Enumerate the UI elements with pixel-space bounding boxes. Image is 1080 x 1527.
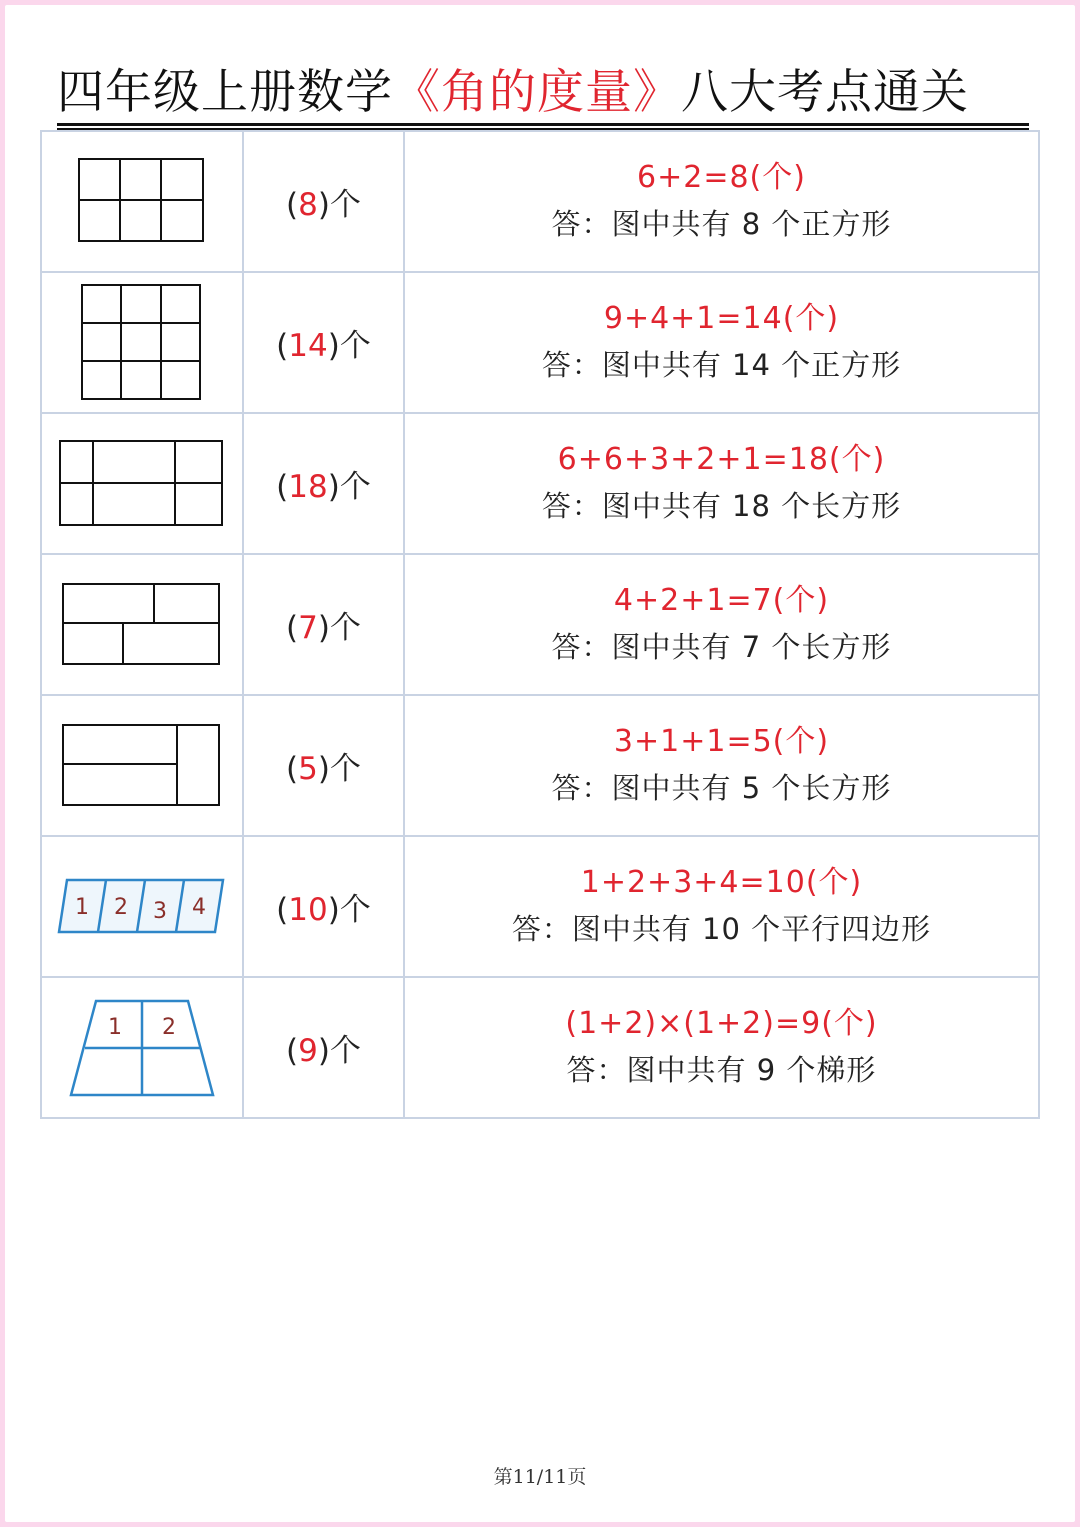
count-value: 7 <box>298 610 318 646</box>
title-underline <box>57 123 1029 126</box>
grid-3x3-figure <box>80 283 204 403</box>
part-label: 2 <box>162 1014 176 1040</box>
worksheet-page <box>5 5 1075 1522</box>
title-highlight: 《角的度量》 <box>393 65 681 120</box>
solution-cell <box>404 554 1039 695</box>
solution-cell <box>404 131 1039 272</box>
title-prefix: 四年级上册数学 <box>57 65 393 120</box>
table-row <box>41 977 1039 1118</box>
part-label: 1 <box>108 1014 122 1040</box>
figure-cell <box>41 554 243 695</box>
count-cell: (8)个 <box>243 131 404 272</box>
title-suffix: 八大考点通关 <box>681 65 969 120</box>
calculation: 1+2+3+4=10(个) <box>580 864 863 900</box>
figure-cell <box>41 695 243 836</box>
solution-cell <box>404 695 1039 836</box>
count-cell: (7)个 <box>243 554 404 695</box>
count-value: 9 <box>298 1033 318 1069</box>
part-label: 4 <box>192 894 206 920</box>
page-number: 第11/11页 <box>493 1466 587 1488</box>
count-value: 10 <box>288 892 328 928</box>
count-value: 14 <box>288 328 328 364</box>
calculation: 3+1+1=5(个) <box>613 723 830 759</box>
count-value: 5 <box>298 751 318 787</box>
answer-text: 答：图中共有 10 个平行四边形 <box>511 911 932 946</box>
figure-cell <box>41 413 243 554</box>
solution-cell <box>404 413 1039 554</box>
calculation: 6+2=8(个) <box>637 159 806 195</box>
count-value: 8 <box>298 187 318 223</box>
rectangle-figure-18 <box>58 439 226 529</box>
table-row <box>41 272 1039 413</box>
table-row <box>41 836 1039 977</box>
figure-cell <box>41 272 243 413</box>
figure-cell <box>41 131 243 272</box>
solution-cell <box>404 836 1039 977</box>
trapezoid-figure <box>68 998 216 1098</box>
answer-text: 答：图中共有 7 个长方形 <box>551 629 892 664</box>
table-row <box>41 554 1039 695</box>
count-value: 18 <box>288 469 328 505</box>
figure-cell <box>41 836 243 977</box>
answer-text: 答：图中共有 9 个梯形 <box>566 1052 877 1087</box>
calculation: (1+2)×(1+2)=9(个) <box>565 1005 878 1041</box>
count-cell: (14)个 <box>243 272 404 413</box>
parallelogram-figure <box>57 876 227 938</box>
answer-text: 答：图中共有 14 个正方形 <box>541 347 902 382</box>
rectangle-figure-7 <box>61 582 223 668</box>
answer-text: 答：图中共有 8 个正方形 <box>551 206 892 241</box>
count-cell: (9)个 <box>243 977 404 1118</box>
rectangle-figure-5 <box>61 723 223 809</box>
table-row <box>41 695 1039 836</box>
solution-cell <box>404 272 1039 413</box>
count-cell: (18)个 <box>243 413 404 554</box>
answer-text: 答：图中共有 18 个长方形 <box>541 488 902 523</box>
part-label: 2 <box>114 894 128 920</box>
part-label: 1 <box>75 894 89 920</box>
part-label: 3 <box>153 898 167 924</box>
table-row <box>41 131 1039 272</box>
answer-text: 答：图中共有 5 个长方形 <box>551 770 892 805</box>
calculation: 4+2+1=7(个) <box>613 582 830 618</box>
figure-cell <box>41 977 243 1118</box>
count-cell: (5)个 <box>243 695 404 836</box>
calculation: 6+6+3+2+1=18(个) <box>557 441 886 477</box>
answer-table <box>40 130 1040 1119</box>
page-title <box>57 63 1037 123</box>
solution-cell <box>404 977 1039 1118</box>
calculation: 9+4+1=14(个) <box>603 300 840 336</box>
table-row <box>41 413 1039 554</box>
grid-2x3-figure <box>77 157 207 247</box>
count-cell: (10)个 <box>243 836 404 977</box>
